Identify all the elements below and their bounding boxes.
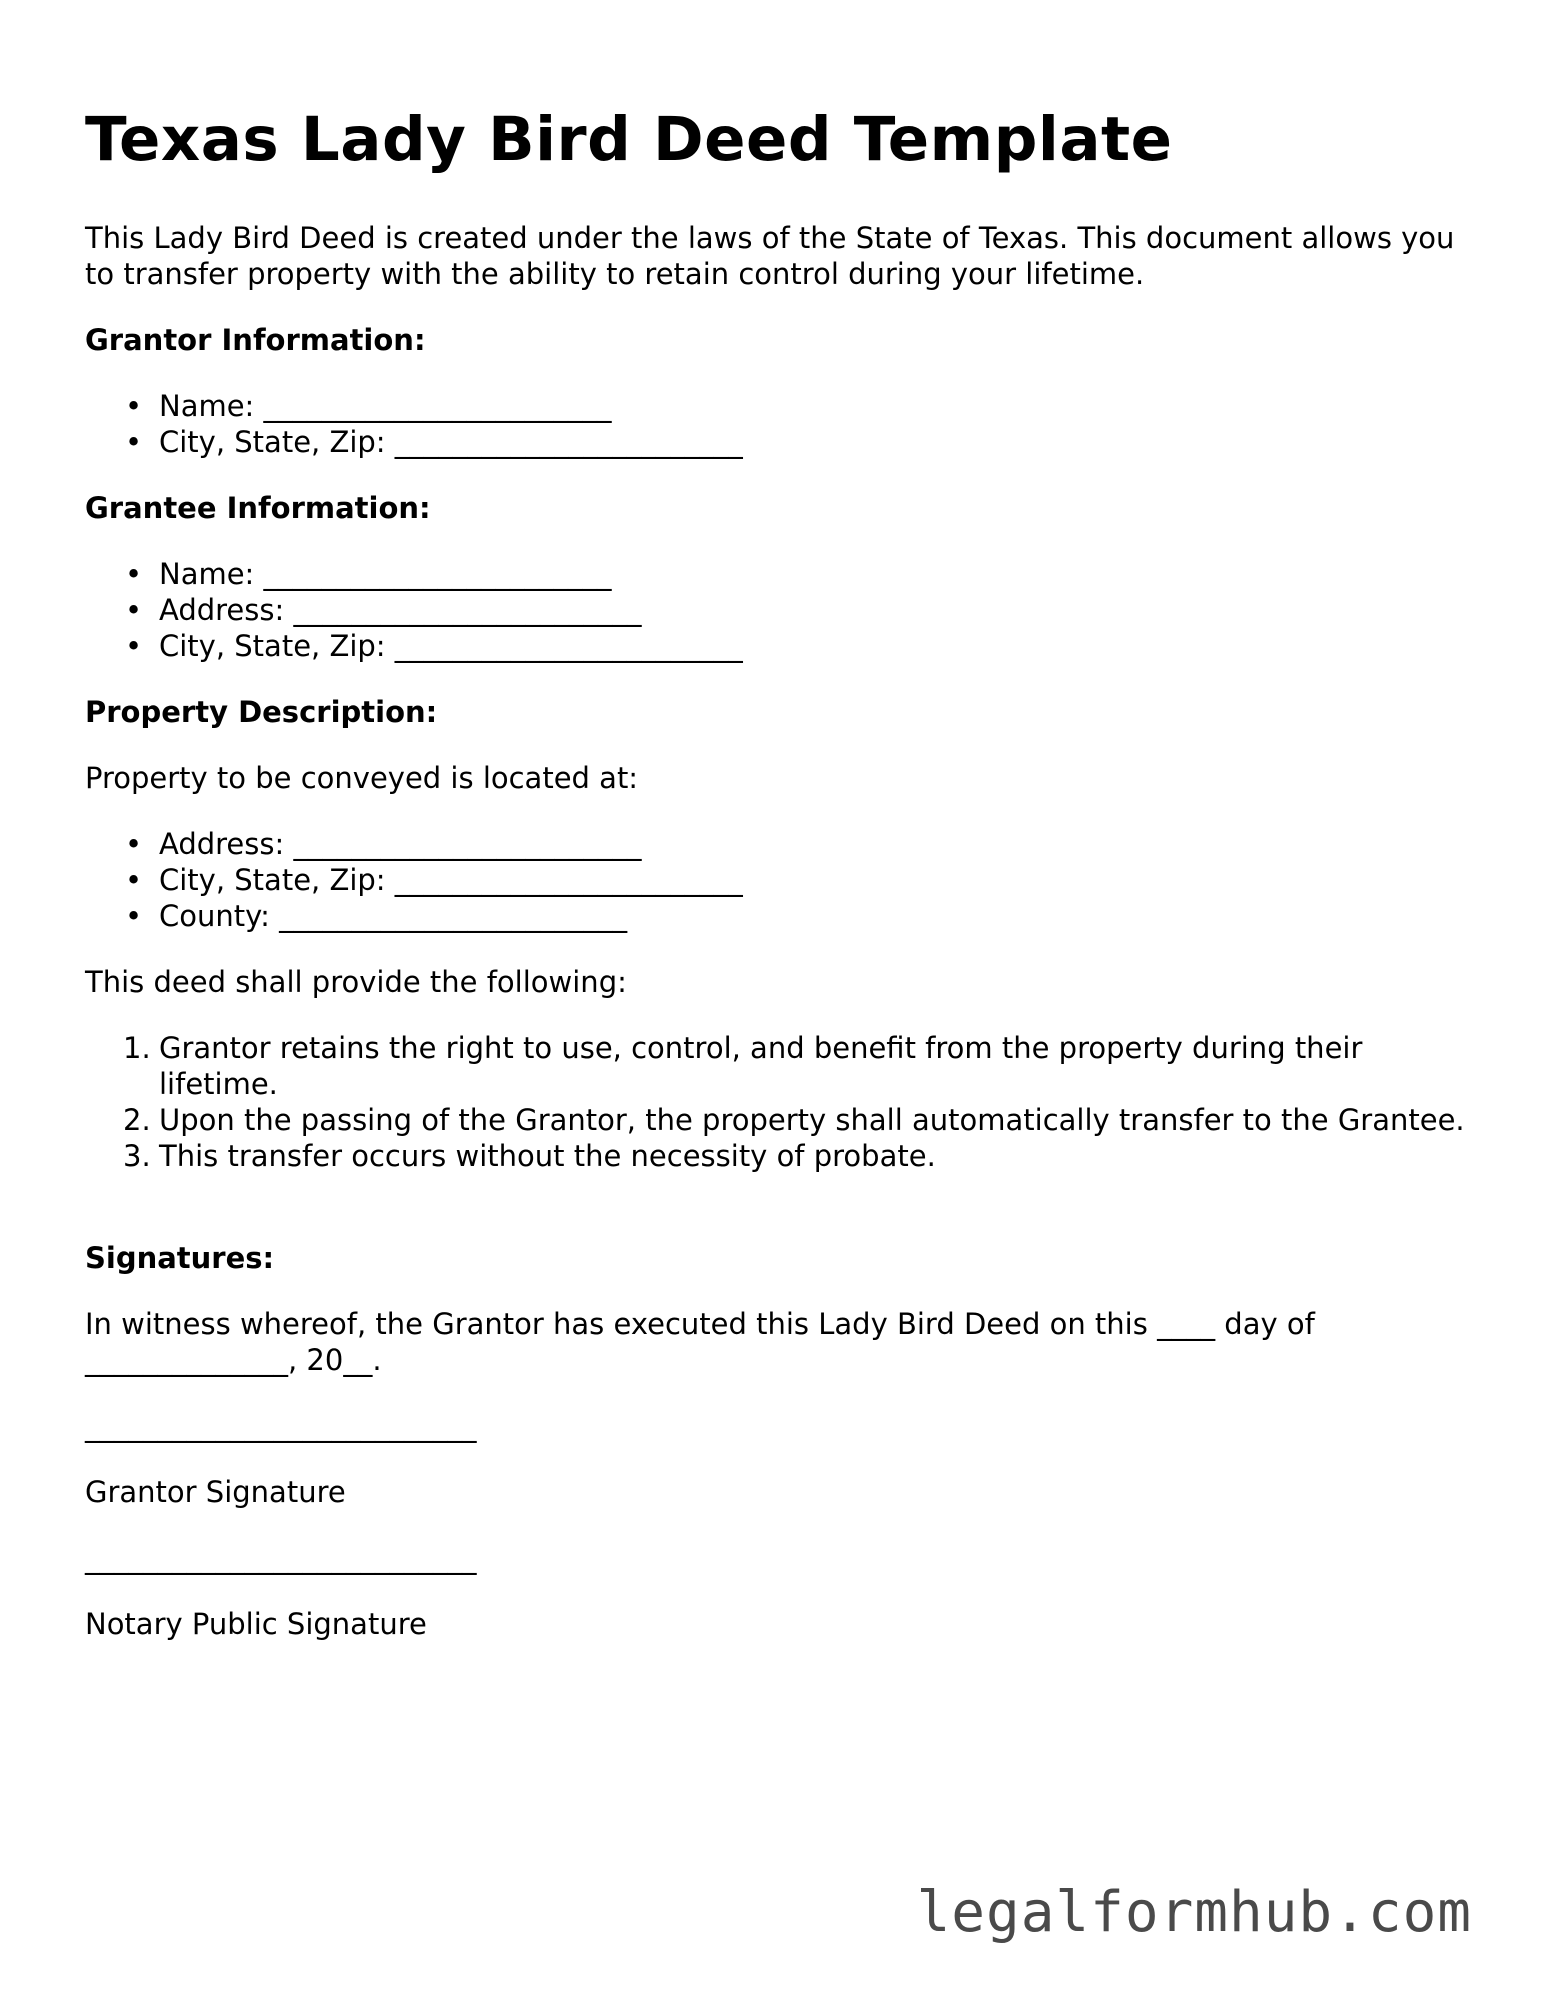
provision-text: Grantor retains the right to use, control, and benefit from the property during their lifetime. — [159, 1031, 1363, 1101]
provision-item — [85, 1030, 1465, 1102]
provision-number: 1. — [123, 1031, 151, 1065]
grantee-city-state-zip-field[interactable]: • City, State, Zip: ________________________ — [85, 628, 743, 664]
property-address-field[interactable]: • Address: ________________________ — [85, 826, 743, 862]
grantor-city-state-zip-field[interactable]: • City, State, Zip: ________________________ — [85, 424, 743, 460]
grantor-signature-line[interactable]: ___________________________ — [85, 1409, 477, 1443]
document-title: Texas Lady Bird Deed Template — [85, 104, 1173, 175]
notary-signature-label: Notary Public Signature — [85, 1607, 427, 1641]
provisions-intro: This deed shall provide the following: — [85, 965, 627, 999]
property-list — [85, 826, 743, 934]
provision-text: This transfer occurs without the necessity of probate. — [159, 1139, 936, 1173]
provision-text: Upon the passing of the Grantor, the property shall automatically transfer to the Grantee. — [159, 1103, 1465, 1137]
property-county-field[interactable]: • County: ________________________ — [85, 898, 743, 934]
property-city-state-zip-field[interactable]: • City, State, Zip: ________________________ — [85, 862, 743, 898]
property-intro: Property to be conveyed is located at: — [85, 761, 639, 795]
intro-paragraph: This Lady Bird Deed is created under the laws of the State of Texas. This document allows you to transfer property with the ability to retain control during your lifetime. — [85, 221, 1455, 291]
witness-paragraph: In witness whereof, the Grantor has executed this Lady Bird Deed on this ____ day of ______________, 20__. — [85, 1307, 1315, 1377]
grantee-heading: Grantee Information: — [85, 491, 431, 525]
provision-number: 3. — [123, 1139, 151, 1173]
property-heading: Property Description: — [85, 695, 438, 729]
site-watermark: legalformhub.com — [916, 1880, 1472, 1945]
notary-signature-line[interactable]: ___________________________ — [85, 1541, 477, 1575]
grantor-name-field[interactable]: • Name: ________________________ — [85, 388, 743, 424]
grantee-address-field[interactable]: • Address: ________________________ — [85, 592, 743, 628]
provisions-list — [85, 1030, 1465, 1174]
grantee-name-field[interactable]: • Name: ________________________ — [85, 556, 743, 592]
grantor-heading: Grantor Information: — [85, 323, 426, 357]
signatures-heading: Signatures: — [85, 1241, 275, 1275]
provision-item — [85, 1102, 1465, 1138]
grantee-list — [85, 556, 743, 664]
provision-item — [85, 1138, 1465, 1174]
provision-number: 2. — [123, 1103, 151, 1137]
grantor-signature-label: Grantor Signature — [85, 1475, 346, 1509]
grantor-list — [85, 388, 743, 460]
